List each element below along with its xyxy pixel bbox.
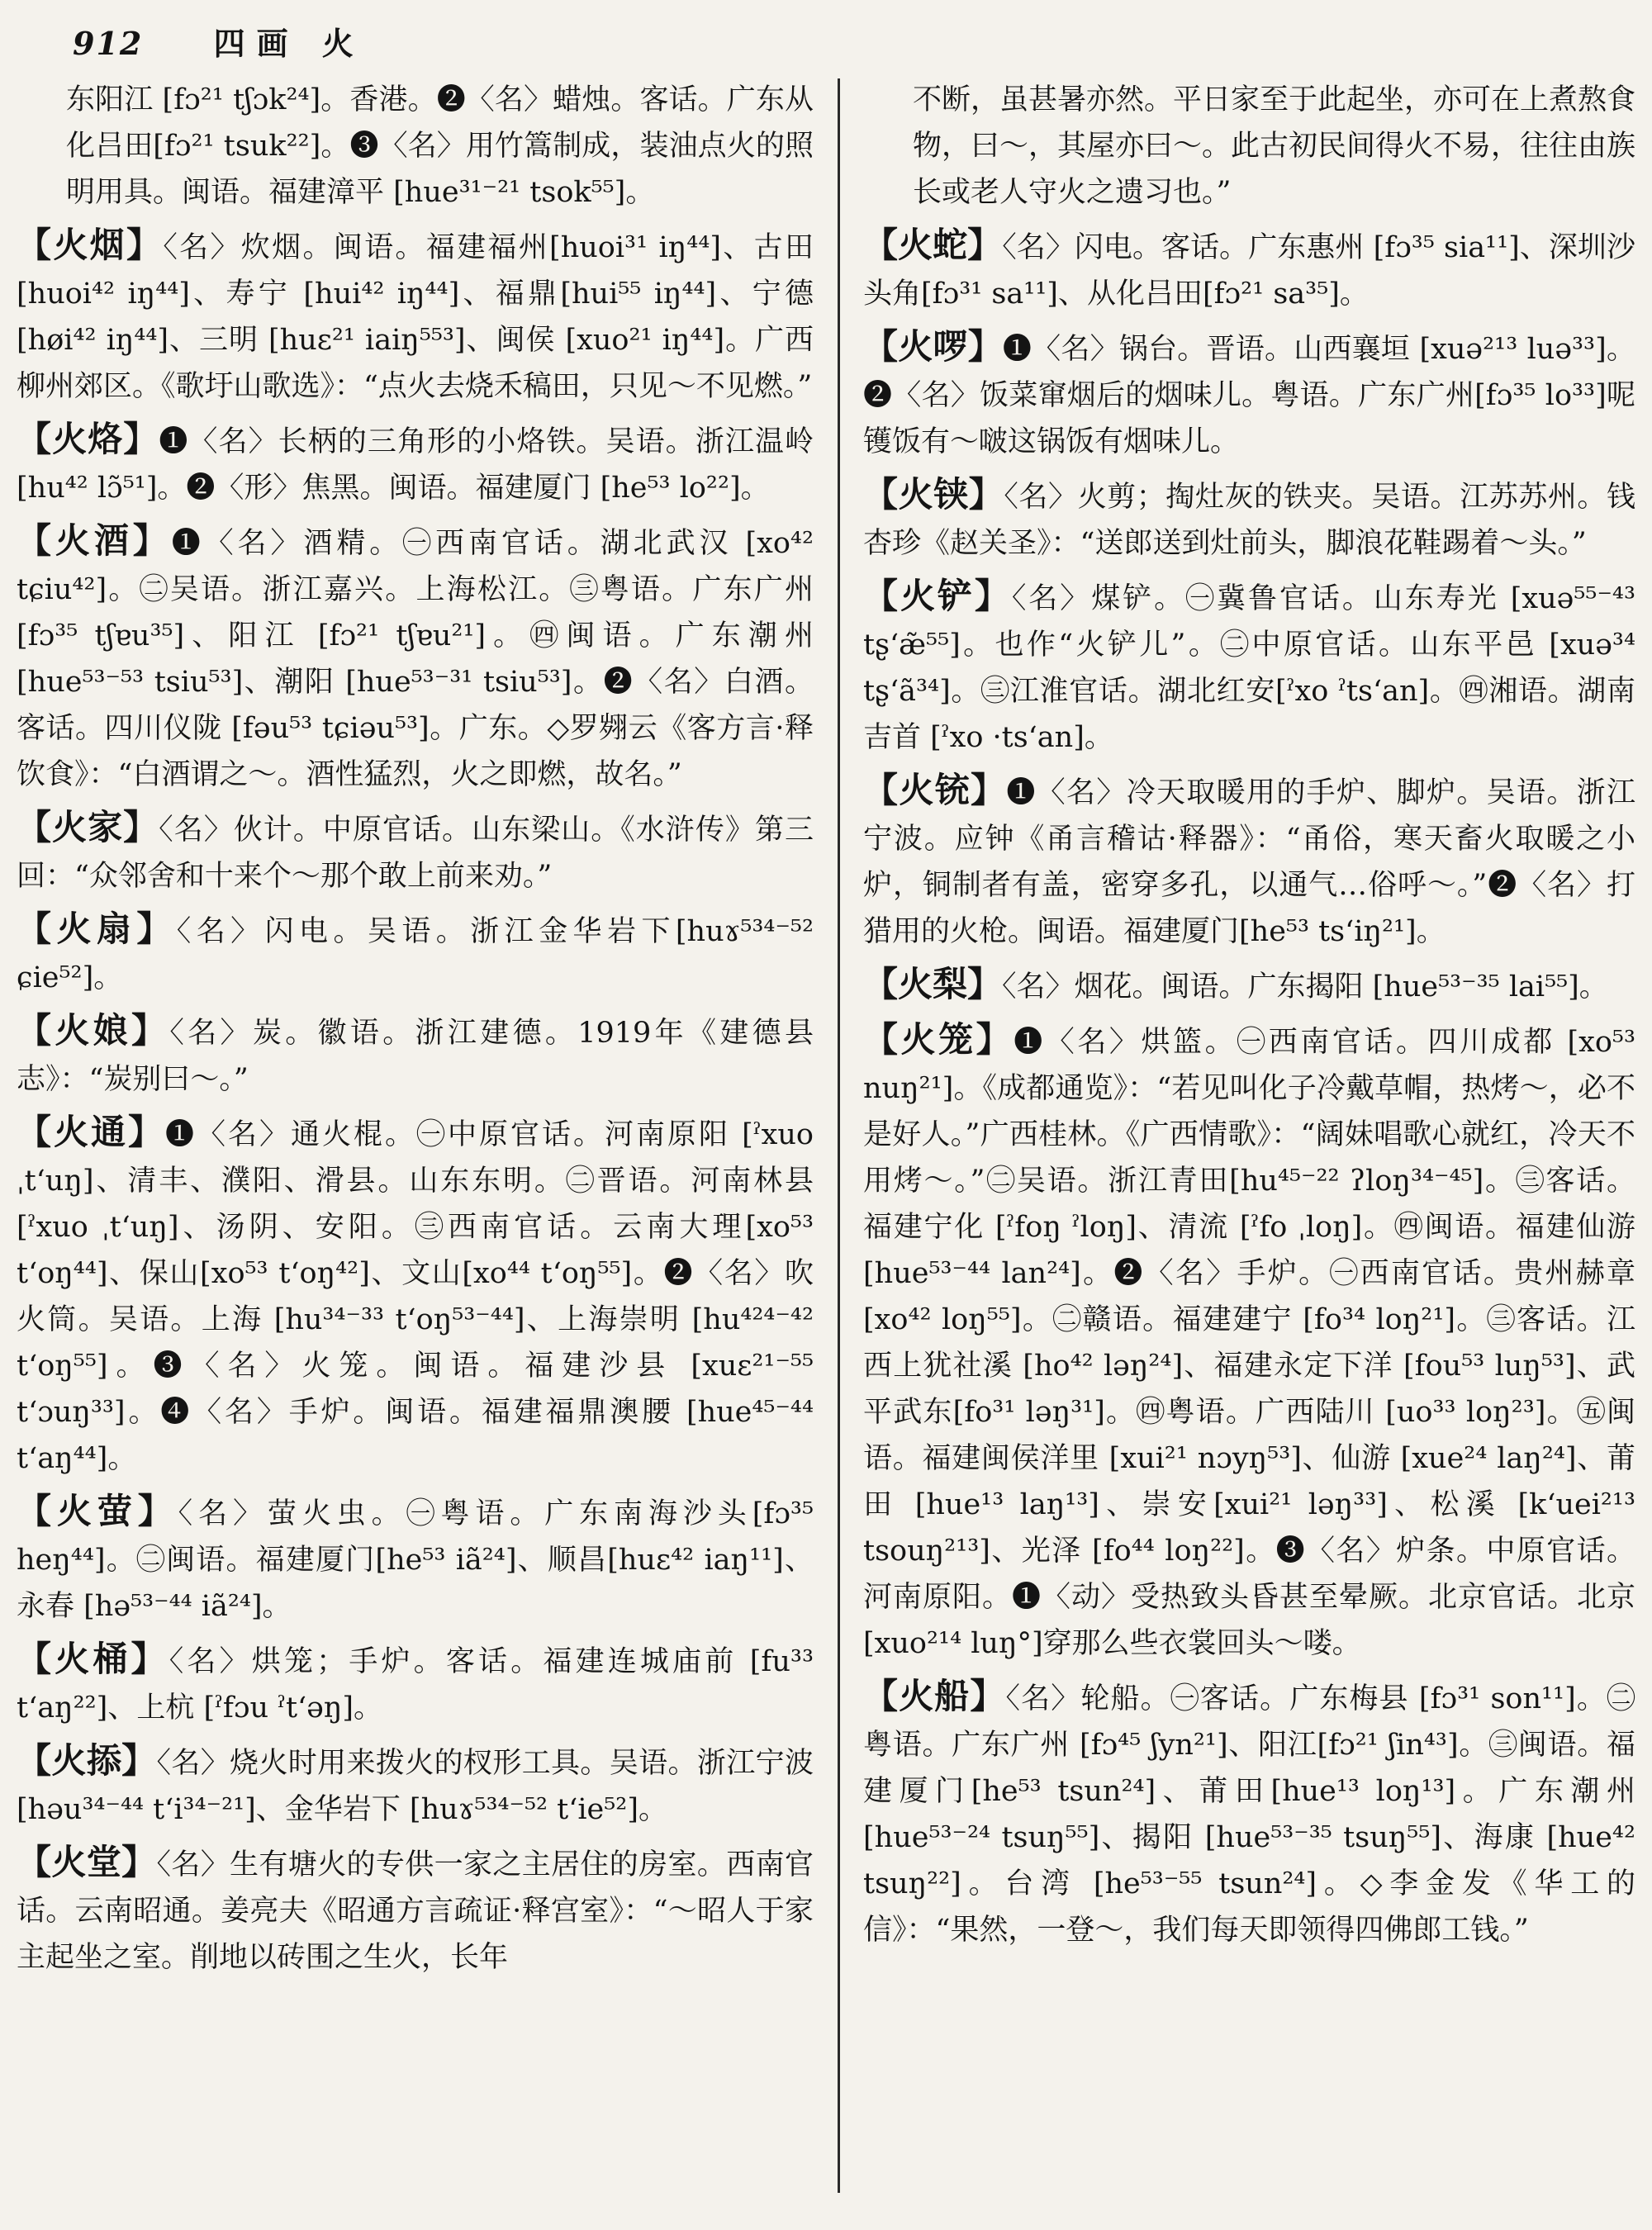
section-title: 四画 火: [213, 25, 365, 62]
dictionary-entry: [17, 74, 814, 216]
entry-text: 〈名〉轮船。㊀客话。广东梅县 [fɔ³¹ son¹¹]。㊁粤语。广东广州 [fɔ⁴⁵ ʃyn²¹]、阳江[fɔ²¹ ʃin⁴³]。㊂闽语。福建厦门[he⁵³ tsun²⁴]、莆田[hue¹³ loŋ¹³]。广东潮州 [hue⁵³⁻²⁴ tsuŋ⁵⁵]、揭阳 [hue⁵³⁻³⁵ tsuŋ⁵⁵]、海康 [hue⁴² tsuŋ²²]。台湾 [he⁵³⁻⁵⁵ tsun²⁴]。◇李金发《华工的信》：“果然，一登～，我们每天即领得四佛郎工钱。”: [863, 1682, 1635, 1947]
entry-headword: 【火桶】: [17, 1639, 169, 1679]
entry-text: 〈名〉烘笼；手炉。客话。福建连城庙前 [fu³³ t‘aŋ²²]、上杭 [ˀfɔu ˀt‘əŋ]。: [17, 1645, 814, 1725]
entry-headword: 【火铳】: [863, 770, 1007, 810]
dictionary-entry: [863, 74, 1635, 216]
dictionary-entry: [17, 1636, 814, 1731]
entry-headword: 【火烟】: [17, 225, 164, 265]
entry-headword: 【火扇】: [17, 909, 177, 949]
entry-headword: 【火家】: [17, 807, 159, 847]
page-header: [73, 18, 365, 64]
entry-text: ❶〈名〉冷天取暖用的手炉、脚炉。吴语。浙江宁波。应钟《甬言稽诂·释器》：“甬俗，寒天畜火取暖之小炉，铜制者有盖，密穿多孔，以通气…俗呼～。”❷〈名〉打猎用的火枪。闽语。福建厦门[he⁵³ ts‘iŋ²¹]。: [863, 776, 1635, 948]
dictionary-entry: [17, 1008, 814, 1103]
dictionary-entry: [863, 1017, 1635, 1667]
entry-text: 〈名〉烧火时用来拨火的杈形工具。吴语。浙江宁波 [həu³⁴⁻⁴⁴ t‘i³⁴⁻²¹]、金华岩下 [huɤ⁵³⁴⁻⁵² t‘ie⁵²]。: [17, 1747, 814, 1826]
dictionary-entry: [863, 573, 1635, 761]
entry-headword: 【火萤】: [17, 1491, 178, 1531]
entry-headword: 【火蛇】: [863, 225, 1003, 265]
entry-headword: 【火船】: [863, 1676, 1006, 1716]
entry-headword: 【火堂】: [17, 1842, 157, 1882]
entry-text: ❶〈名〉烘篮。㊀西南官话。四川成都 [xo⁵³ nuŋ²¹]。《成都通览》：“若见叫化子冷戴草帽，热烤～，必不是好人。”广西桂林。《广西情歌》：“阔妹唱歌心就红，冷天不用烤～。”㊁吴语。浙江青田[hu⁴⁵⁻²² ʔloŋ³⁴⁻⁴⁵]。㊂客话。福建宁化 [ˀfoŋ ˀloŋ]、清流 [ˀfo ˌloŋ]。㊃闽语。福建仙游 [hue⁵³⁻⁴⁴ lan²⁴]。❷〈名〉手炉。㊀西南官话。贵州赫章 [xo⁴² loŋ⁵⁵]。㊁赣语。福建建宁 [fo³⁴ loŋ²¹]。㊂客话。江西上犹社溪 [ho⁴² ləŋ²⁴]、福建永定下洋 [fou⁵³ luŋ⁵³]、武平武东[fo³¹ ləŋ³¹]。㊃粤语。广西陆川 [uo³³ loŋ²³]。㊄闽语。福建闽侯洋里 [xui²¹ nɔyŋ⁵³]、仙游 [xue²⁴ laŋ²⁴]、莆田 [hue¹³ laŋ¹³]、崇安[xui²¹ ləŋ³³]、松溪 [k‘uei²¹³ tsouŋ²¹³]、光泽 [fo⁴⁴ loŋ²²]。❸〈名〉炉条。中原官话。河南原阳。❶〈动〉受热致头昏甚至晕厥。北京官话。北京 [xuo²¹⁴ luŋ°]穿那么些衣裳回头～喽。: [863, 1026, 1635, 1660]
dictionary-entry: [863, 961, 1635, 1010]
dictionary-entry: [17, 416, 814, 511]
entry-headword: 【火掭】: [17, 1740, 157, 1781]
entry-text: 〈名〉伙计。中原官话。山东梁山。《水浒传》第三回：“众邻舍和十来个～那个敢上前来劝。”: [17, 814, 814, 893]
entry-headword: 【火铲】: [863, 576, 1012, 616]
entry-headword: 【火铗】: [863, 474, 1004, 515]
entry-text: ❶〈名〉通火棍。㊀中原官话。河南原阳 [ˀxuo ˌt‘uŋ]、清丰、濮阳、滑县。山东东明。㊁晋语。河南林县[ˀxuo ˌt‘uŋ]、汤阴、安阳。㊂西南官话。云南大理[xo⁵³ t‘oŋ⁴⁴]、保山[xo⁵³ t‘oŋ⁴²]、文山[xo⁴⁴ t‘oŋ⁵⁵]。❷〈名〉吹火筒。吴语。上海 [hu³⁴⁻³³ t‘oŋ⁵³⁻⁴⁴]、上海崇明 [hu⁴²⁴⁻⁴² t‘oŋ⁵⁵]。❸〈名〉火笼。闽语。福建沙县 [xuɛ²¹⁻⁵⁵ t‘ɔuŋ³³]。❹〈名〉手炉。闽语。福建福鼎澳腰 [hue⁴⁵⁻⁴⁴ t‘aŋ⁴⁴]。: [17, 1118, 814, 1475]
dictionary-entry: [863, 222, 1635, 317]
dictionary-entry: [863, 324, 1635, 465]
entry-headword: 【火通】: [17, 1112, 166, 1152]
dictionary-entry: [863, 1673, 1635, 1953]
entry-headword: 【火烙】: [17, 419, 159, 459]
dictionary-entry: [17, 906, 814, 1001]
dictionary-entry: [17, 1738, 814, 1833]
dictionary-entry: [17, 804, 814, 899]
entry-text: 〈名〉火剪；掏灶灰的铁夹。吴语。江苏苏州。钱杏珍《赵关圣》：“送郎送到灶前头，脚浪花鞋踢着～头。”: [863, 481, 1635, 560]
column-divider: [838, 78, 840, 2193]
dictionary-entry: [863, 472, 1635, 567]
entry-headword: 【火笼】: [863, 1019, 1014, 1060]
entry-headword: 【火娘】: [17, 1010, 170, 1051]
entry-text: 〈名〉闪电。吴语。浙江金华岩下[huɤ⁵³⁴⁻⁵² ɕie⁵²]。: [17, 915, 814, 994]
dictionary-entry: [17, 1109, 814, 1482]
entry-headword: 【火梨】: [863, 964, 1003, 1004]
entry-text: 〈名〉烟花。闽语。广东揭阳 [hue⁵³⁻³⁵ lai⁵⁵]。: [1002, 970, 1608, 1004]
entry-text: ❶〈名〉长柄的三角形的小烙铁。吴语。浙江温岭[hu⁴² lɔ̃⁵¹]。❷〈形〉焦黑。闽语。福建厦门 [he⁵³ lo²²]。: [17, 425, 814, 505]
entry-text: 〈名〉闪电。客话。广东惠州 [fɔ³⁵ sia¹¹]、深圳沙头角[fɔ³¹ sa¹¹]、从化吕田[fɔ²¹ sa³⁵]。: [863, 231, 1635, 311]
dictionary-entry: [17, 1839, 814, 1981]
entry-text: 东阳江 [fɔ²¹ tʃɔk²⁴]。香港。❷〈名〉蜡烛。客话。广东从化吕田[fɔ²¹ tsuk²²]。❸〈名〉用竹篙制成，装油点火的照明用具。闽语。福建漳平 [hue³¹⁻²¹ tsok⁵⁵]。: [66, 83, 814, 209]
right-column: [863, 74, 1635, 1960]
dictionary-entry: [17, 222, 814, 410]
entry-headword: 【火酒】: [17, 520, 172, 561]
dictionary-entry: [17, 1488, 814, 1630]
entry-text: 〈名〉煤铲。㊀冀鲁官话。山东寿光 [xuə⁵⁵⁻⁴³ tʂ‘æ̃⁵⁵]。也作“火铲儿”。㊁中原官话。山东平邑 [xuə³⁴ tʂ‘ã³⁴]。㊂江淮官话。湖北红安[ˀxo ˀts‘an]。㊃湘语。湖南吉首 [ˀxo ·ts‘an]。: [863, 582, 1635, 754]
entry-text: 〈名〉炭。徽语。浙江建德。1919年《建德县志》：“炭别曰～。”: [17, 1017, 814, 1096]
entry-text: 〈名〉炊烟。闽语。福建福州[huoi³¹ iŋ⁴⁴]、古田 [huoi⁴² iŋ⁴⁴]、寿宁 [hui⁴² iŋ⁴⁴]、福鼎[hui⁵⁵ iŋ⁴⁴]、宁德 [høi⁴² iŋ⁴⁴]、三明 [huɛ²¹ iaiŋ⁵⁵³]、闽侯 [xuo²¹ iŋ⁴⁴]。广西柳州郊区。《歌圩山歌选》：“点火去烧禾稿田，只见～不见燃。”: [17, 231, 814, 403]
entry-text: 不断，虽甚暑亦然。平日家至于此起坐，亦可在上煮熬食物，曰～，其屋亦曰～。此古初民间得火不易，往往由族长或老人守火之遗习也。”: [913, 83, 1636, 209]
dictionary-entry: [863, 767, 1635, 955]
dictionary-entry: [17, 518, 814, 798]
entry-text: 〈名〉生有塘火的专供一家之主居住的房室。西南官话。云南昭通。姜亮夫《昭通方言疏证·释宫室》：“～昭人于家主起坐之室。削地以砖围之生火，长年: [17, 1848, 814, 1974]
left-column: [17, 74, 814, 1987]
entry-text: ❶〈名〉锅台。晋语。山西襄垣 [xuə²¹³ luə³³]。❷〈名〉饭菜窜烟后的烟味儿。粤语。广东广州[fɔ³⁵ lo³³]呢镬饭有～啵这锅饭有烟味儿。: [863, 333, 1635, 458]
page-number: 912: [73, 25, 144, 62]
entry-headword: 【火啰】: [863, 326, 1003, 367]
entry-text: 〈名〉萤火虫。㊀粤语。广东南海沙头[fɔ³⁵ heŋ⁴⁴]。㊁闽语。福建厦门[he⁵³ iã²⁴]、顺昌[huɛ⁴² iaŋ¹¹]、永春 [hə⁵³⁻⁴⁴ iã²⁴]。: [17, 1497, 814, 1623]
entry-text: ❶〈名〉酒精。㊀西南官话。湖北武汉 [xo⁴² tɕiu⁴²]。㊁吴语。浙江嘉兴。上海松江。㊂粤语。广东广州[fɔ³⁵ tʃɐu³⁵]、阳江 [fɔ²¹ tʃɐu²¹]。㊃闽语。广东潮州 [hue⁵³⁻⁵³ tsiu⁵³]、潮阳 [hue⁵³⁻³¹ tsiu⁵³]。❷〈名〉白酒。客话。四川仪陇 [fəu⁵³ tɕiəu⁵³]。广东。◇罗翙云《客方言·释饮食》：“白酒谓之～。酒性猛烈，火之即燃，故名。”: [17, 527, 814, 791]
